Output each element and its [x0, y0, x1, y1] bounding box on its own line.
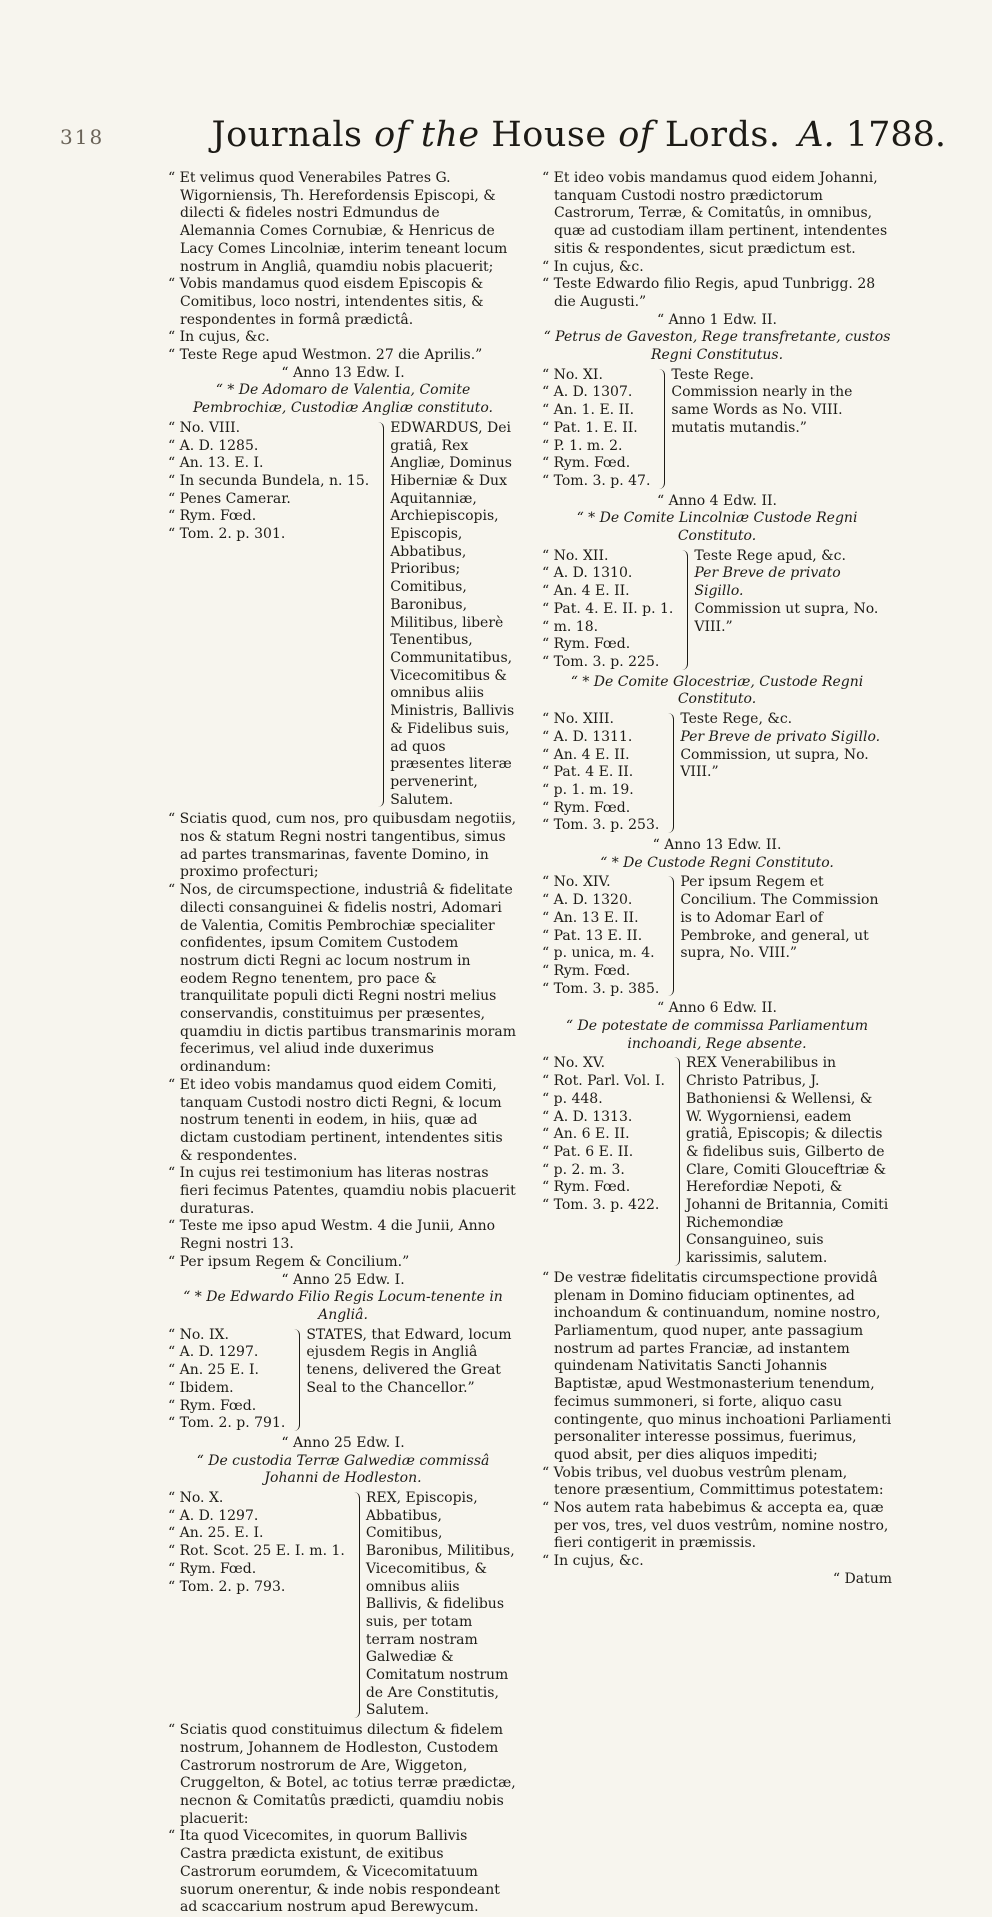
reference-list: “ No. X. “ A. D. 1297. “ An. 25. E. I. “ Rot. Scot. 25 E. I. m. 1. “ Rym. Fœd. “ Tom. 2. p. 793.	[168, 1490, 345, 1595]
paragraph: “ Teste Rege apud Westmon. 27 die Aprilis.”	[168, 347, 483, 364]
brace	[673, 550, 688, 670]
reference-text: EDWARDUS, Dei gratiâ, Rex Angliæ, Dominus Hiberniæ & Dux Aquitanniæ, Archiepiscopis, Episcopis, Abbatibus, Prioribus; Comitibus, Baronibus, Militibus, liberè Tenentibus, Communitatibus, Vicecomitibus & omnibus aliis Ministris, Ballivis & Fidelibus suis, ad quos præsentes literæ pervenerint, Salutem.	[390, 419, 515, 808]
journal-year: A. 1788.	[798, 115, 946, 155]
paragraph: “ Sciatis quod, cum nos, pro quibusdam negotiis, nos & statum Regni nostri tangentibus, simus ad partes transmarinas, favente Domino, in proximo profecturi;	[168, 811, 517, 881]
paragraph: “ Vobis mandamus quod eisdem Episcopis & Comitibus, loco nostri, intendentes sitis, & respondentes in formâ prædictâ.	[168, 276, 484, 328]
reference-text: Per ipsum Regem et Concilium. The Commission is to Adomar Earl of Pembroke, and general, ut supra, No. VIII.”	[680, 874, 879, 962]
section-heading: “ Anno 25 Edw. I.	[281, 1434, 405, 1451]
section-heading: “ Anno 4 Edw. II.	[657, 492, 777, 509]
section-title: “ * De Edwardo Filio Regis Locum-tenente in Angliâ.	[183, 1289, 503, 1323]
section-title: “ * De Comite Lincolniæ Custode Regni Constituto.	[576, 510, 858, 545]
reference-text: REX Venerabilibus in Christo Patribus, J. Bathoniensi & Wellensi, & W. Wygorniensi, eadem gratiâ, Episcopis; & dilectis & fidelibus suis, Gilberto de Clare, Comiti Glouceftriæ & Herefordiæ Nepoti, & Johanni de Britannia, Comiti Richemondiæ Consanguineo, suis karissimis, salutem.	[685, 1055, 889, 1267]
reference-block	[168, 420, 518, 809]
brace	[650, 369, 665, 489]
reference-list: “ No. XII. “ A. D. 1310. “ An. 4 E. II. “ Pat. 4. E. II. p. 1. “ m. 18. “ Rym. Fœd. “ Tom. 3. p. 225.	[542, 547, 674, 670]
reference-block	[542, 548, 892, 672]
reference-block	[542, 874, 892, 998]
paragraph: “ In cujus, &c.	[542, 258, 644, 275]
section-heading: “ Anno 13 Edw. I.	[281, 364, 405, 381]
brace	[659, 876, 674, 996]
section-title: “ * De Custode Regni Constituto.	[600, 854, 834, 871]
section-title: “ * De Adomaro de Valentia, Comite Pembrochiæ, Custodiæ Angliæ constituto.	[193, 382, 493, 417]
reference-list: “ No. XIII. “ A. D. 1311. “ An. 4 E. II. “ Pat. 4 E. II. “ p. 1. m. 19. “ Rym. Fœd. “ Tom. 3. p. 253.	[542, 711, 660, 834]
catchword: “ Datum	[832, 1570, 892, 1587]
paragraph: “ Teste me ipso apud Westm. 4 die Junii, Anno Regni nostri 13.	[168, 1218, 496, 1253]
reference-block	[542, 367, 892, 491]
brace	[285, 1329, 300, 1431]
paragraph: “ Vobis tribus, vel duobus vestrûm plenam, tenore præsentium, Committimus potestatem:	[542, 1464, 884, 1499]
paragraph: “ Nos autem rata habebimus & accepta ea, quæ per vos, tres, vel duos vestrûm, nomine nostro, fieri contigerit in præmissis.	[542, 1500, 889, 1552]
section-heading: “ Anno 13 Edw. II.	[652, 837, 782, 854]
reference-block	[168, 1490, 518, 1720]
paragraph: “ Ita quod Vicecomites, in quorum Ballivis Castra prædicta existunt, de exitibus Castrorum eorumdem, & Vicecomitatuum suorum onerentur, & inde nobis respondeant ad scaccarium nostrum apud Berewycum.	[168, 1828, 500, 1916]
section-heading: “ Anno 6 Edw. II.	[657, 1000, 777, 1017]
page-number: 318	[60, 125, 105, 149]
brace	[665, 1057, 680, 1265]
section-title: “ Petrus de Gaveston, Rege transfretante, custos Regni Constitutus.	[543, 329, 891, 364]
reference-block	[168, 1327, 518, 1433]
paragraph: “ Et ideo vobis mandamus quod eidem Comiti, tanquam Custodi nostro dicti Regni, & locum nostrum tenenti in eodem, in hiis, quæ ad dictam custodiam pertinent, intendentes sitis & respondentes.	[168, 1076, 503, 1164]
paragraph: “ Per ipsum Regem & Concilium.”	[168, 1253, 410, 1270]
paragraph: “ In cujus, &c.	[542, 1553, 644, 1570]
journal-title: Journals of the House of Lords.	[211, 115, 781, 155]
section-title: “ * De Comite Glocestriæ, Custode Regni Constituto.	[570, 673, 864, 708]
reference-block	[542, 1055, 892, 1267]
paragraph: “ Et ideo vobis mandamus quod eidem Johanni, tanquam Custodi nostro prædictorum Castrorum, Terræ, & Comitatûs, in omnibus, quæ ad custodiam illam pertinent, intendentes sitis & respondentes, sicut prædictum est.	[542, 170, 888, 257]
reference-list: “ No. IX. “ A. D. 1297. “ An. 25 E. I. “ Ibidem. “ Rym. Fœd. “ Tom. 2. p. 791.	[168, 1326, 286, 1432]
paragraph: “ In cujus rei testimonium has literas nostras fieri fecimus Patentes, quamdiu nobis placuerit duraturas.	[168, 1165, 516, 1217]
paragraph: “ Et velimus quod Venerabiles Patres G. Wigorniensis, Th. Herefordensis Episcopi, & dilecti & fideles nostri Edmundus de Alemannia Comes Cornubiæ, & Henricus de Lacy Comes Lincolniæ, interim teneant locum nostrum in Angliâ, quamdiu nobis placuerit;	[168, 170, 508, 275]
reference-text: STATES, that Edward, locum ejusdem Regis in Angliâ tenens, delivered the Great Seal to the Chancellor.”	[306, 1326, 512, 1396]
paragraph: “ In cujus, &c.	[168, 329, 270, 346]
paragraph: “ Nos, de circumspectione, industriâ & fidelitate dilecti consanguinei & fidelis nostri, Adomari de Valentia, Comitis Pembrochiæ specialiter confidentes, ipsum Comitem Custodem nostrum dicti Regni ac locum nostrum in eodem Regno tenentem, pro pace & tranquilitate populi dicti Regni nostri melius conservandis, constituimus per præsentes, quamdiu in dictis partibus transmarinis moram fecerimus, vel aliud inde duxerimus ordinandum:	[168, 882, 516, 1076]
left-column	[168, 170, 518, 1917]
reference-text: Teste Rege apud, &c. Per Breve de privato Sigillo. Commission ut supra, No. VIII.”	[694, 547, 879, 635]
brace	[345, 1492, 360, 1718]
reference-list: “ No. XIV. “ A. D. 1320. “ An. 13 E. II. “ Pat. 13 E. II. “ p. unica, m. 4. “ Rym. Fœd. “ Tom. 3. p. 385.	[542, 874, 660, 997]
right-column	[542, 170, 892, 1589]
section-heading: “ Anno 1 Edw. II.	[657, 311, 777, 328]
reference-text: Teste Rege, &c. Per Breve de privato Sigillo. Commission, ut supra, No. VIII.”	[680, 711, 881, 781]
running-head	[0, 95, 992, 155]
paragraph: “ De vestræ fidelitatis circumspectione providâ plenam in Domino fiduciam optinentes, ad inchoandum & continuandum, nomine nostro, Parliamentum, quod nuper, ante passagium nostrum ad partes Franciæ, ad instantem quindenam Nativitatis Sancti Johannis Baptistæ, apud Westmonasterium tenendum, fecimus summoneri, si forte, aliquo casu contingente, quo minus inchoationi Parliamenti personaliter interesse possimus, fuerimus, quod absit, per dies aliquos impediti;	[542, 1269, 892, 1463]
section-title: “ De custodia Terræ Galwediæ commissâ Johanni de Hodleston.	[196, 1452, 490, 1487]
reference-list: “ No. XV. “ Rot. Parl. Vol. I. “ p. 448. “ A. D. 1313. “ An. 6 E. II. “ Pat. 6 E. II. “ p. 2. m. 3. “ Rym. Fœd. “ Tom. 3. p. 422.	[542, 1055, 665, 1214]
brace	[659, 713, 674, 833]
brace	[369, 422, 384, 807]
reference-list: “ No. XI. “ A. D. 1307. “ An. 1. E. II. “ Pat. 1. E. II. “ P. 1. m. 2. “ Rym. Fœd. “ Tom. 3. p. 47.	[542, 366, 651, 489]
reference-list: “ No. VIII. “ A. D. 1285. “ An. 13. E. I. “ In secunda Bundela, n. 15. “ Penes Camerar. “ Rym. Fœd. “ Tom. 2. p. 301.	[168, 419, 370, 543]
reference-text: Teste Rege. Commission nearly in the same Words as No. VIII. mutatis mutandis.”	[671, 366, 853, 436]
paragraph: “ Sciatis quod constituimus dilectum & fidelem nostrum, Johannem de Hodleston, Custodem Castrorum nostrorum de Are, Wiggeton, Cruggelton, & Botel, ac totius terræ prædictæ, necnon & Comitatûs prædicti, quamdiu nobis placuerit:	[168, 1722, 516, 1827]
paragraph: “ Teste Edwardo filio Regis, apud Tunbrigg. 28 die Augusti.”	[542, 276, 876, 310]
reference-text: REX, Episcopis, Abbatibus, Comitibus, Baronibus, Militibus, Vicecomitibus, & omnibus aliis Ballivis, & fidelibus suis, per totam terram nostram Galwediæ & Comitatum nostrum de Are Constitutis, Salutem.	[365, 1490, 515, 1719]
section-heading: “ Anno 25 Edw. I.	[281, 1271, 405, 1288]
section-title: “ De potestate de commissa Parliamentum inchoandi, Rege absente.	[565, 1018, 869, 1052]
reference-block	[542, 711, 892, 835]
